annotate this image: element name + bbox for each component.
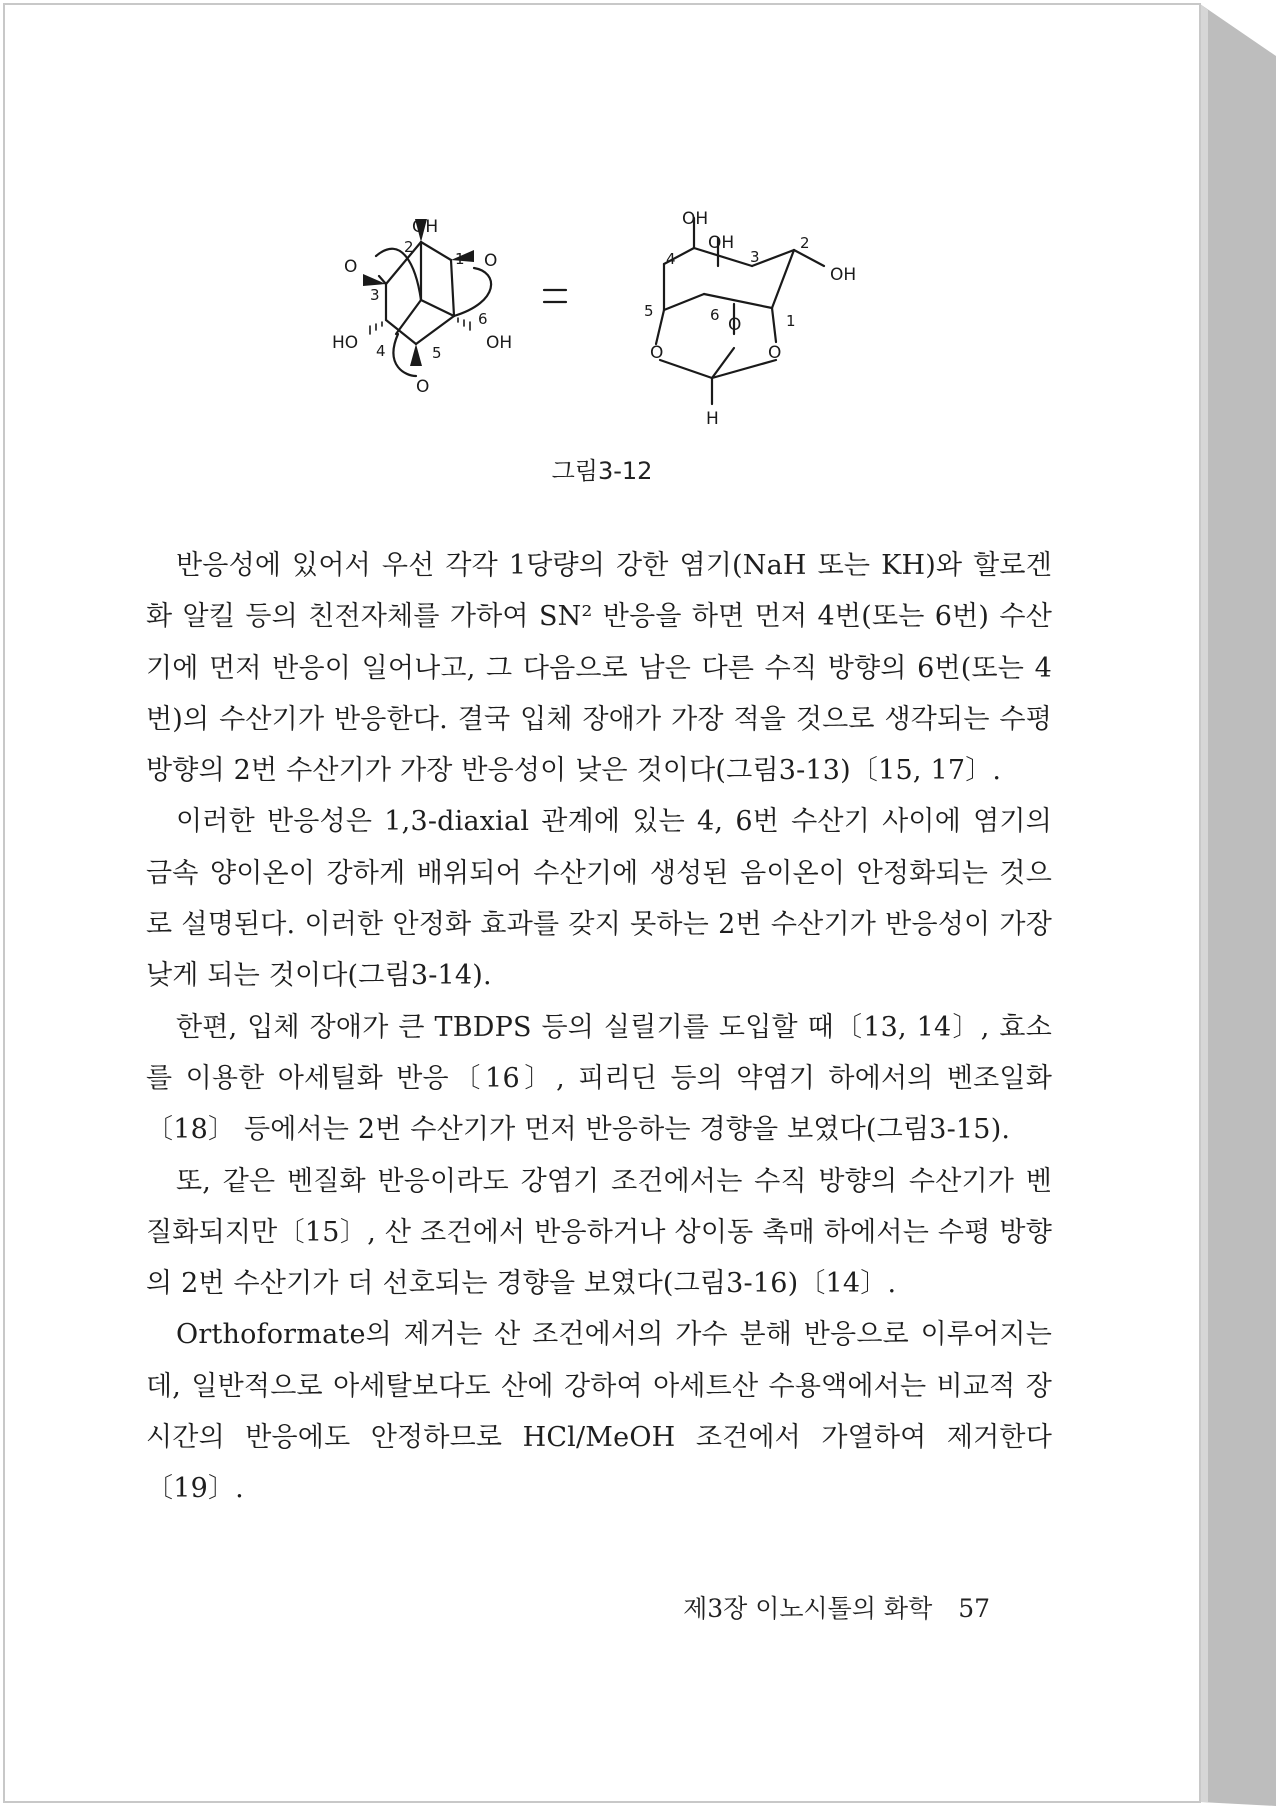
left-label-c1: 1 xyxy=(455,250,465,268)
right-label-c3: 3 xyxy=(750,248,760,266)
chapter-title: 제3장 이노시톨의 화학 xyxy=(683,1594,933,1623)
right-label-o-left: O xyxy=(650,343,664,363)
left-label-o-right: O xyxy=(484,251,498,271)
right-label-c4: 4 xyxy=(666,250,676,268)
paragraph: 한편, 입체 장애가 큰 TBDPS 등의 실릴기를 도입할 때〔13, 14〕, 효소를 이용한 아세틸화 반응〔16〕, 피리딘 등의 약염기 하에서의 벤조일화〔18〕 등에서는 2번 수산기가 먼저 반응하는 경향을 보였다(그림3-15). xyxy=(146,1011,1052,1146)
right-label-h: H xyxy=(706,409,719,429)
paragraph: 반응성에 있어서 우선 각각 1당량의 강한 염기(NaH 또는 KH)와 할로겐화 알킬 등의 친전자체를 가하여 SN² 반응을 하면 먼저 4번(또는 6번) 수산기에 먼저 반응이 일어나고, 그 다음으로 남은 다른 수직 방향의 6번(또는 4번)의 수산기가 반응한다. 결국 입체 장애가 가장 적을 것으로 생각되는 수평 방향의 2번 수산기가 가장 반응성이 낮은 것이다(그림3-13)〔15, 17〕. xyxy=(146,550,1052,787)
left-label-c3: 3 xyxy=(370,286,380,304)
paragraph: Orthoformate의 제거는 산 조건에서의 가수 분해 반응으로 이루어지는데, 일반적으로 아세탈보다도 산에 강하여 아세트산 수용액에서는 비교적 장시간의 반응에도 안정하므로 HCl/MeOH 조건에서 가열하여 제거한다〔19〕. xyxy=(146,1319,1052,1505)
book-page xyxy=(4,4,1200,1802)
right-label-oh-top: OH xyxy=(682,209,709,229)
figure-3-12 xyxy=(4,4,1200,444)
right-label-c2: 2 xyxy=(800,234,810,252)
page-number: 57 xyxy=(958,1594,990,1623)
left-label-c2: 2 xyxy=(404,238,414,256)
figure-caption: 그림3-12 xyxy=(551,457,653,485)
wedge-bond xyxy=(410,344,422,366)
left-label-oh-top: OH xyxy=(412,217,439,237)
left-label-o-bottom: O xyxy=(416,377,430,397)
right-label-c1: 1 xyxy=(786,312,796,330)
right-molecule-skeleton xyxy=(656,218,824,404)
paragraph: 또, 같은 벤질화 반응이라도 강염기 조건에서는 수직 방향의 수산기가 벤질화되지만〔15〕, 산 조건에서 반응하거나 상이동 촉매 하에서는 수평 방향의 2번 수산기가 더 선호되는 경향을 보였다(그림3-16)〔14〕. xyxy=(146,1165,1052,1300)
left-label-c4: 4 xyxy=(376,342,386,360)
book-side-edge-shade xyxy=(1200,4,1208,1802)
right-label-oh-right: OH xyxy=(830,265,857,285)
right-label-c5: 5 xyxy=(644,302,654,320)
left-label-c6: 6 xyxy=(478,310,488,328)
left-label-c5: 5 xyxy=(432,344,442,362)
page-footer xyxy=(683,1589,990,1625)
left-label-oh-right: OH xyxy=(486,333,513,353)
right-label-c6: 6 xyxy=(710,306,720,324)
body-text xyxy=(146,540,1052,1515)
left-label-ho: HO xyxy=(332,333,359,353)
book-side-edge xyxy=(1200,4,1276,1806)
left-label-o-left: O xyxy=(344,257,358,277)
right-label-o-center: O xyxy=(728,315,742,335)
right-label-o-right: O xyxy=(768,343,782,363)
right-label-oh-inner: OH xyxy=(708,233,735,253)
paragraph: 이러한 반응성은 1,3-diaxial 관계에 있는 4, 6번 수산기 사이에 염기의 금속 양이온이 강하게 배위되어 수산기에 생성된 음이온이 안정화되는 것으로 설명된다. 이러한 안정화 효과를 갖지 못하는 2번 수산기가 반응성이 가장 낮게 되는 것이다(그림3-14). xyxy=(146,806,1052,992)
